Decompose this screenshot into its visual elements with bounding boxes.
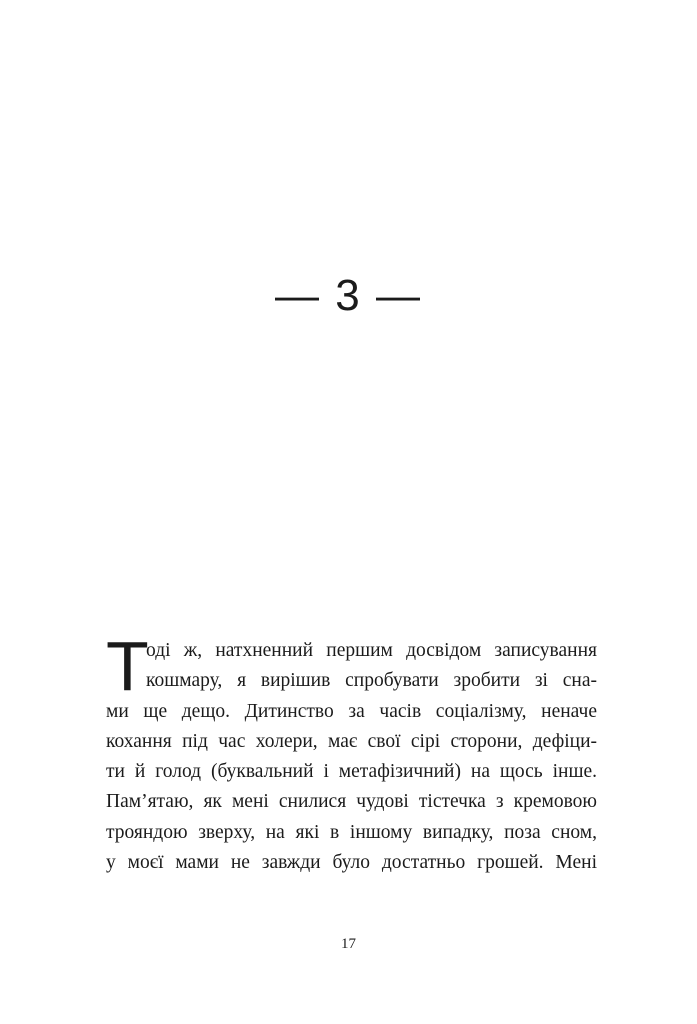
page-number: 17 (341, 936, 356, 952)
paragraph-line: ми ще дещо. Дитинство за часів соціалізму, неначе (106, 700, 597, 722)
drop-cap: Т (106, 627, 149, 705)
paragraph-line: кошмару, я вирішив спробувати зробити зі сна- (146, 670, 597, 692)
chapter-heading: — 3 — (275, 271, 422, 320)
paragraph-line: Пам’ятаю, як мені снилися чудові тістечка з кремовою (106, 791, 597, 813)
paragraph-line: кохання під час холери, має свої сірі сторони, дефіци- (106, 730, 597, 752)
paragraph-line: оді ж, натхненний першим досвідом записування (146, 640, 597, 661)
paragraph-line: у моєї мами не завжди було достатньо грошей. Мені (106, 852, 597, 874)
paragraph-line: ти й голод (буквальний і метафізичний) на щось інше. (106, 761, 597, 783)
body-paragraph (106, 627, 597, 878)
paragraph-line: трояндою зверху, на які в іншому випадку, поза сном, (106, 821, 597, 843)
